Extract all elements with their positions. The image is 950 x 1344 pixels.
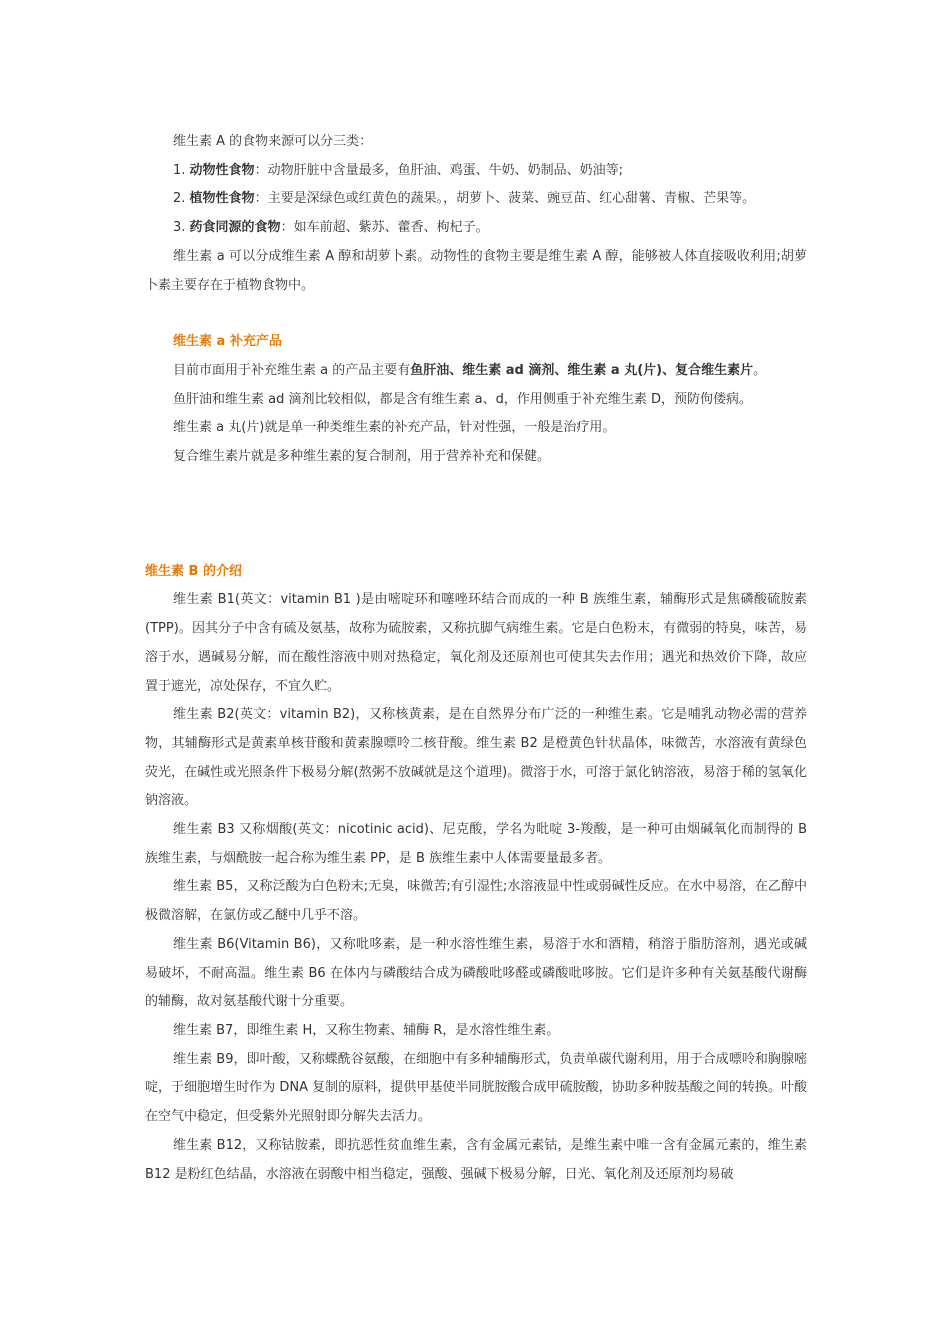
vitamin-b1-paragraph: 维生素 B1(英文：vitamin B1 )是由嘧啶环和噻唑环结合而成的一种 B 族维生素，辅酶形式是焦磷酸硫胺素(TPP)。因其分子中含有硫及氨基，故称为硫胺素，又称抗脚气病维生素。它是白色粉末，有微弱的特臭，味苦，易溶于水，遇碱易分解，而在酸性溶液中则对热稳定，氧化剂及还原剂也可使其失去作用；遇光和热效价下降，故应置于遮光，凉处保存，不宜久贮。 — [145, 592, 807, 694]
products-suffix: 。 — [753, 362, 767, 378]
vitamin-b7-paragraph: 维生素 B7，即维生素 H，又称生物素、辅酶 R，是水溶性维生素。 — [173, 1022, 560, 1038]
source-item-animal — [145, 157, 807, 186]
spacer — [145, 472, 807, 558]
source-item-herbal — [145, 214, 807, 243]
products-names: 鱼肝油、维生素 ad 滴剂、维生素 a 丸(片)、复合维生素片 — [410, 362, 754, 378]
vitamin-b12-paragraph: 维生素 B12，又称钴胺素，即抗恶性贫血维生素，含有金属元素钴，是维生素中唯一含有金属元素的，维生素 B12 是粉红色结晶，水溶液在弱酸中相当稳定，强酸、强碱下极易分解，日光、氧化剂及还原剂均易破 — [145, 1137, 807, 1182]
item-term: 植物性食物 — [189, 191, 255, 207]
spacer — [145, 300, 807, 328]
item-number: 1. — [173, 162, 190, 178]
item-term: 动物性食物 — [189, 162, 255, 178]
item-text: ：主要是深绿色或红黄色的蔬果。，胡萝卜、菠菜、豌豆苗、红心甜薯、青椒、芒果等。 — [254, 191, 756, 207]
item-number: 2. — [173, 191, 190, 207]
source-item-plant — [145, 185, 807, 214]
vitamin-b9-paragraph: 维生素 B9，即叶酸，又称蝶酰谷氨酸，在细胞中有多种辅酶形式，负责单碳代谢利用，用于合成嘌呤和胸腺嘧啶，于细胞增生时作为 DNA 复制的原料，提供甲基使半同胱胺酸合成甲硫胺酸，协助多种胺基酸之间的转换。叶酸在空气中稳定，但受紫外光照射即分解失去活力。 — [145, 1051, 807, 1125]
vitamin-a-sources-intro: 维生素 A 的食物来源可以分三类： — [173, 134, 373, 149]
fish-oil-line: 鱼肝油和维生素 ad 滴剂比较相似，都是含有维生素 a、d，作用侧重于补充维生素 D，预防佝偻病。 — [173, 391, 752, 407]
vitamin-b5-paragraph: 维生素 B5，又称泛酸为白色粉末;无臭，味微苦;有引湿性;水溶液显中性或弱碱性反应。在水中易溶，在乙醇中极微溶解，在氯仿或乙醚中几乎不溶。 — [145, 879, 807, 924]
products-prefix: 目前市面用于补充维生素 a 的产品主要有 — [173, 362, 411, 378]
vitamin-b-heading: 维生素 B 的介绍 — [145, 563, 242, 579]
item-text: ：如车前超、紫苏、藿香、枸杞子。 — [280, 220, 489, 236]
products-list-line — [145, 357, 807, 386]
document-body — [145, 128, 807, 1189]
vitamin-a-products-heading: 维生素 a 补充产品 — [173, 334, 282, 350]
vitamin-b6-paragraph: 维生素 B6(Vitamin B6)，又称吡哆素，是一种水溶性维生素，易溶于水和酒精，稍溶于脂肪溶剂，遇光或碱易破坏，不耐高温。维生素 B6 在体内与磷酸结合成为磷酸吡哆醛或磷酸吡哆胺。它们是许多种有关氨基酸代谢酶的辅酶，故对氨基酸代谢十分重要。 — [145, 936, 807, 1010]
vitamin-a-summary: 维生素 a 可以分成维生素 A 醇和胡萝卜素。动物性的食物主要是维生素 A 醇，能够被人体直接吸收利用;胡萝卜素主要存在于植物食物中。 — [145, 248, 807, 293]
item-term: 药食同源的食物 — [189, 220, 281, 236]
vitamin-a-pill-line: 维生素 a 丸(片)就是单一种类维生素的补充产品，针对性强，一般是治疗用。 — [173, 420, 616, 436]
vitamin-b3-paragraph: 维生素 B3 又称烟酸(英文：nicotinic acid)、尼克酸，学名为吡啶 3-羧酸，是一种可由烟碱氧化而制得的 B 族维生素，与烟酰胺一起合称为维生素 PP，是 B 族维生素中人体需要量最多者。 — [145, 822, 807, 866]
multivitamin-line: 复合维生素片就是多种维生素的复合制剂，用于营养补充和保健。 — [173, 449, 551, 465]
item-text: ：动物肝脏中含量最多，鱼肝油、鸡蛋、牛奶、奶制品、奶油等; — [254, 162, 623, 178]
item-number: 3. — [173, 220, 190, 236]
vitamin-b2-paragraph: 维生素 B2(英文：vitamin B2)，又称核黄素，是在自然界分布广泛的一种维生素。它是哺乳动物必需的营养物，其辅酶形式是黄素单核苷酸和黄素腺嘌呤二核苷酸。维生素 B2 是橙黄色针状晶体，味微苦，水溶液有黄绿色荧光，在碱性或光照条件下极易分解(熬粥不放碱就是这个道理)。微溶于水，可溶于氯化钠溶液，易溶于稀的氢氧化钠溶液。 — [145, 707, 807, 809]
